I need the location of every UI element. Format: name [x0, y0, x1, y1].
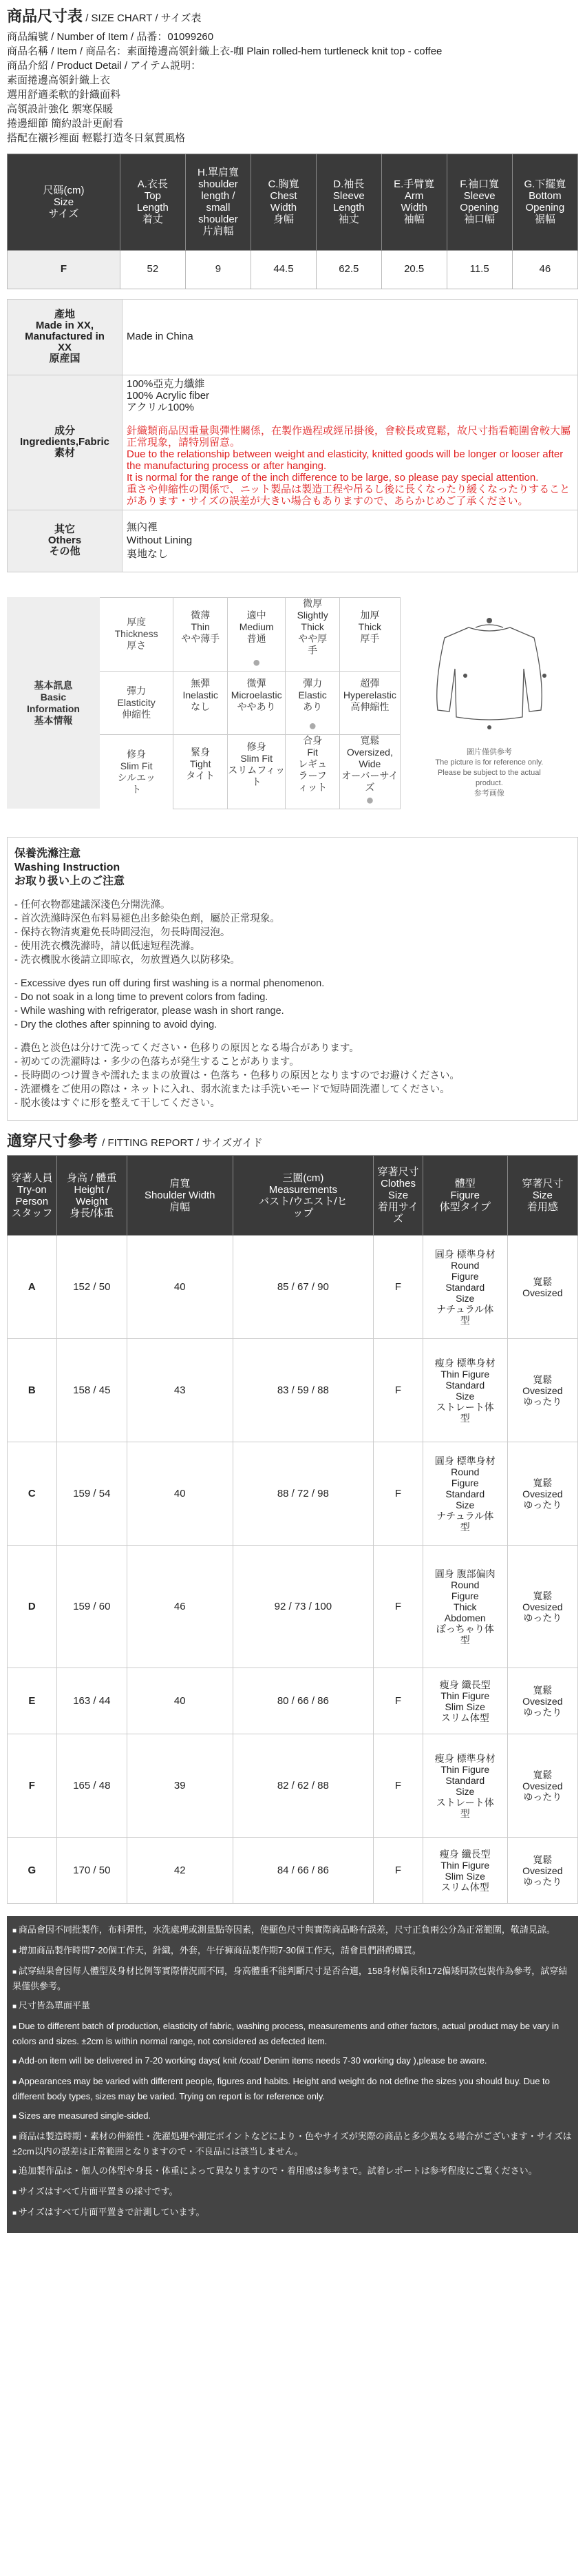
product-info	[7, 30, 578, 145]
fit-cell: 40	[127, 1236, 233, 1339]
fit-cell: G	[8, 1838, 57, 1904]
attr-marker	[286, 793, 340, 809]
fit-cell: 圓身 標準身材 Round Figure Standard Size ナチュラル体 型	[423, 1236, 507, 1339]
size-header: A.衣長 Top Length 着丈	[120, 154, 185, 250]
fit-cell: 寬鬆 Ovesized ゆったり	[507, 1546, 577, 1668]
note-item: ■ Due to different batch of production, elasticity of fabric, washing process, measurements and other factors, actual product may be vary in colors and sizes. ±2cm is within normal range, not considered as defected item.	[12, 2019, 573, 2048]
info-value: 捲邊細節 簡約設計更耐看	[7, 117, 124, 129]
info-label: 商品編號 / Number of Item / 品番：	[7, 30, 168, 43]
fit-cell: 寬鬆 Ovesized	[507, 1236, 577, 1339]
fit-cell: E	[8, 1668, 57, 1734]
info-value: 素面捲邊高領針織上衣	[7, 74, 111, 86]
page-subtitle: / SIZE CHART / サイズ表	[85, 12, 202, 24]
washing-list-en	[14, 977, 571, 1032]
attr-marker	[173, 793, 228, 809]
fit-cell: 瘦身 纖長型 Thin Figure Slim Size スリム体型	[423, 1668, 507, 1734]
info-line	[7, 131, 578, 145]
size-cell: 62.5	[316, 250, 381, 289]
note-item: ■ 追加製作品は・個人の体型や身長・体重によって異なりますので・着用感は参考まで。試着レポートは参考程度にご覧ください。	[12, 2164, 573, 2179]
washing-item: - 脱水後はすぐに形を整えて干してください。	[14, 1097, 220, 1109]
note-item: ■ サイズはすべて片面平置きの採寸です。	[12, 2185, 573, 2200]
fit-header: 穿著人員 Try-on Person スタッフ	[8, 1156, 57, 1236]
fit-cell: 寬鬆 Ovesized ゆったり	[507, 1442, 577, 1546]
fit-cell: 152 / 50	[56, 1236, 127, 1339]
fit-header: 三圍(cm) Measurements バスト/ウエスト/ヒ ップ	[233, 1156, 374, 1236]
note-item: ■ Sizes are measured single-sided.	[12, 2109, 573, 2124]
attr-marker	[340, 656, 401, 672]
note-item: ■ サイズはすべて片面平置きで計測しています。	[12, 2205, 573, 2221]
fit-cell: 165 / 48	[56, 1734, 127, 1838]
fit-cell: 瘦身 纖長型 Thin Figure Slim Size スリム体型	[423, 1838, 507, 1904]
fit-cell: 170 / 50	[56, 1838, 127, 1904]
fit-cell: 瘦身 標準身材 Thin Figure Standard Size ストレート体 型	[423, 1339, 507, 1442]
size-cell: 9	[185, 250, 251, 289]
attr-option: 修身 Slim Fit スリムフィッ ト	[228, 735, 286, 794]
attr-marker	[173, 656, 228, 672]
basic-info-table	[7, 597, 578, 809]
size-header: E.手臂寬 Arm Width 袖幅	[381, 154, 447, 250]
size-cell: 52	[120, 250, 185, 289]
fit-cell: 圓身 標準身材 Round Figure Standard Size ナチュラル体 型	[423, 1442, 507, 1546]
info-line	[7, 73, 578, 87]
fit-cell: 82 / 62 / 88	[233, 1734, 374, 1838]
size-header: D.袖長 Sleeve Length 袖丈	[316, 154, 381, 250]
fit-cell: 寬鬆 Ovesized ゆったり	[507, 1734, 577, 1838]
fit-cell: 寬鬆 Ovesized ゆったり	[507, 1838, 577, 1904]
fit-cell: 39	[127, 1734, 233, 1838]
size-cell: F	[8, 250, 120, 289]
info-line	[7, 87, 578, 102]
fit-cell: 84 / 66 / 86	[233, 1838, 374, 1904]
size-row	[8, 250, 578, 289]
info-line	[7, 44, 578, 59]
washing-list-zh	[14, 898, 571, 967]
note-item: ■ Appearances may be varied with different people, figures and habits. Height and weight do not define the sizes you should buy. Due to different body types, sizes may be varied. Trying on report is for reference only.	[12, 2075, 573, 2104]
size-chart-table	[7, 154, 578, 289]
size-cell: 11.5	[447, 250, 512, 289]
attr-option: 緊身 Tight タイト	[173, 735, 228, 794]
fit-cell: 80 / 66 / 86	[233, 1668, 374, 1734]
basic-info-label: 基本訊息 Basic Information 基本情報	[7, 597, 100, 809]
washing-item: - Excessive dyes run off during first washing is a normal phenomenon.	[14, 977, 325, 989]
fit-cell: B	[8, 1339, 57, 1442]
washing-item: - 長時間のつけ置きや濡れたままの放置は・色落ち・色移りの原因となりますのでお避けください。	[14, 1070, 460, 1081]
info-value: 搭配在襯衫裡面 輕鬆打造冬日氣質風格	[7, 132, 186, 144]
figure-area	[400, 597, 578, 809]
note-item: ■ 商品會因不同批製作，布料彈性，水洗處理或測量點等因素，使顯色尺寸與實際商品略有誤差，尺寸正負兩公分為正常範圍，敬請見諒。	[12, 1923, 573, 1938]
size-cell: 20.5	[381, 250, 447, 289]
fit-cell: F	[374, 1236, 423, 1339]
fit-cell: F	[374, 1668, 423, 1734]
attr-marker: ●	[340, 793, 401, 809]
fit-cell: 163 / 44	[56, 1668, 127, 1734]
fit-row	[8, 1546, 578, 1668]
figure-caption: 圖片僅供參考 The picture is for reference only. Please be subject to the actual product. 参考画像	[435, 748, 544, 798]
fit-cell: 88 / 72 / 98	[233, 1442, 374, 1546]
fit-cell: 寬鬆 Ovesized ゆったり	[507, 1339, 577, 1442]
attr-option: 無彈 Inelastic なし	[173, 672, 228, 720]
fit-cell: 40	[127, 1442, 233, 1546]
product-detail-table	[7, 299, 578, 572]
fit-row	[8, 1236, 578, 1339]
note-item: ■ 商品は製造時期・素材の伸縮性・洗濯処理や測定ポイントなどにより・色やサイズが実際の商品と多少異なる場合がございます・サイズは±2cm以内の誤差は正常範囲となりますので・不良品には該当しません。	[12, 2130, 573, 2159]
origin-value: Made in China	[123, 299, 578, 375]
attr-name: 修身 Slim Fit シルエッ ト	[100, 735, 173, 809]
washing-list-jp	[14, 1041, 571, 1110]
info-line	[7, 116, 578, 131]
fit-cell: D	[8, 1546, 57, 1668]
note-item: ■ 試穿結果會因每人體型及身材比例等實際情況而不同，身高體重不能判斷尺寸是否合適，158身材偏長和172偏矮同款包裝作為參考，試穿結果僅供參考。	[12, 1964, 573, 1993]
fit-cell: 寬鬆 Ovesized ゆったり	[507, 1668, 577, 1734]
fit-cell: 42	[127, 1838, 233, 1904]
note-item: ■ 增加商品製作時間7-20個工作天，針織，外套，牛仔褲商品製作期7-30個工作天，請會員們斟酌購買。	[12, 1944, 573, 1959]
washing-item: - 保持衣物清爽避免長時間浸泡，勿長時間浸泡。	[14, 926, 231, 938]
page-title: 商品尺寸表	[7, 8, 83, 25]
size-cell: 46	[512, 250, 577, 289]
attr-marker	[286, 656, 340, 672]
other-value: 無內裡 Without Lining 裏地なし	[123, 510, 578, 572]
info-label: 商品名稱 / Item / 商品名：	[7, 45, 127, 57]
info-value: 選用舒適柔軟的針織面料	[7, 88, 121, 101]
attr-option: 微彈 Microelastic ややあり	[228, 672, 286, 720]
fit-cell: 83 / 59 / 88	[233, 1339, 374, 1442]
fit-cell: 158 / 45	[56, 1339, 127, 1442]
fit-cell: A	[8, 1236, 57, 1339]
washing-item: - 洗衣機脫水後請立即晾衣，勿放置過久以防移染。	[14, 954, 240, 966]
washing-title-en: Washing Instruction	[14, 861, 120, 873]
size-header: H.單肩寬 shoulder length / small shoulder 片肩幅	[185, 154, 251, 250]
washing-item: - 洗濯機をご使用の際は・ネットに入れ、弱水流または手洗いモードで短時間洗濯してください。	[14, 1083, 450, 1095]
fit-row	[8, 1838, 578, 1904]
attr-name: 彈力 Elasticity 伸縮性	[100, 672, 173, 735]
fit-header: 肩寬 Shoulder Width 肩幅	[127, 1156, 233, 1236]
fit-cell: F	[374, 1442, 423, 1546]
attr-option: 適中 Medium 普通	[228, 597, 286, 656]
washing-item: - 首次洗滌時深色布料易褪色出多餘染色劑，屬於正常現象。	[14, 913, 280, 924]
attr-option: 超彈 Hyperelastic 高伸縮性	[340, 672, 401, 720]
fit-header: 體型 Figure 体型タイプ	[423, 1156, 507, 1236]
fitting-report-title: 適穿尺寸參考 / FITTING REPORT / サイズガイド	[7, 1132, 263, 1150]
fit-row	[8, 1734, 578, 1838]
info-line	[7, 30, 578, 44]
fit-row	[8, 1668, 578, 1734]
fit-cell: 85 / 67 / 90	[233, 1236, 374, 1339]
attr-marker	[173, 720, 228, 735]
attr-option: 微薄 Thin やや薄手	[173, 597, 228, 656]
size-header: 尺碼(cm) Size サイズ	[8, 154, 120, 250]
washing-item: - 使用洗衣機洗滌時，請以低速短程洗滌。	[14, 940, 200, 952]
page-header	[7, 0, 578, 30]
fit-cell: F	[8, 1734, 57, 1838]
fit-cell: 圓身 腹部偏肉 Round Figure Thick Abdomen ぽっちゃり体 型	[423, 1546, 507, 1668]
info-line	[7, 59, 578, 73]
washing-item: - Dry the clothes after spinning to avoid dying.	[14, 1019, 217, 1030]
size-cell: 44.5	[251, 250, 317, 289]
fit-cell: F	[374, 1734, 423, 1838]
fit-header: 身高 / 體重 Height / Weight 身長/体重	[56, 1156, 127, 1236]
attr-option: 微厚 Slightly Thick やや厚 手	[286, 597, 340, 656]
attr-option: 寬鬆 Oversized, Wide オーバーサイ ズ	[340, 735, 401, 794]
note-item: ■ 尺寸皆為單面平量	[12, 1999, 573, 2014]
fit-header: 穿著尺寸 Clothes Size 着用サイ ズ	[374, 1156, 423, 1236]
fit-cell: 瘦身 標準身材 Thin Figure Standard Size ストレート体 型	[423, 1734, 507, 1838]
info-value: 01099260	[167, 30, 214, 43]
notes-section	[7, 1916, 578, 2233]
attr-marker	[228, 720, 286, 735]
fit-cell: 43	[127, 1339, 233, 1442]
fit-cell: 159 / 60	[56, 1546, 127, 1668]
other-label: 其它 Others その他	[8, 510, 123, 572]
fit-cell: 159 / 54	[56, 1442, 127, 1546]
sweater-diagram-icon	[414, 607, 565, 745]
washing-title-jp: お取り扱い上のご注意	[14, 875, 125, 887]
washing-item: - Do not soak in a long time to prevent colors from fading.	[14, 991, 268, 1003]
attr-marker	[228, 793, 286, 809]
info-label: 商品介紹 / Product Detail / アイテム説明：	[7, 59, 202, 72]
origin-label: 產地 Made in XX, Manufactured in XX 原産国	[8, 299, 123, 375]
fit-cell: F	[374, 1838, 423, 1904]
washing-item: - 濃色と淡色は分けて洗ってください・色移りの原因となる場合があります。	[14, 1042, 359, 1054]
attr-name: 厚度 Thickness 厚さ	[100, 597, 173, 672]
fit-row	[8, 1339, 578, 1442]
attr-marker: ●	[286, 720, 340, 735]
ingredient-value: 100%亞克力纖維 100% Acrylic fiber アクリル100% 針織類商品因重量與彈性關係，在製作過程或經吊掛後，會較長或寬鬆，故尺寸指看範圍會較大屬正常現象，請特別留意。 Due to the relationship between weight and elasticity, knitted goods will be longer or looser after the manufacturing process or after hanging. It is normal for the range of the inch difference to be large, so please pay special attention. 重さや伸縮性の関係で、ニット製品は製造工程や吊るし後に長くなったり緩くなったりすることがあります・サイズの誤差が大きい場合もありますので、あらかじめご了承ください。	[123, 375, 578, 510]
fit-cell: C	[8, 1442, 57, 1546]
info-value: 高領設計強化 禦寒保暖	[7, 103, 114, 115]
attr-option: 加厚 Thick 厚手	[340, 597, 401, 656]
fit-header: 穿著尺寸 Size 着用感	[507, 1156, 577, 1236]
fit-row	[8, 1442, 578, 1546]
ingredient-label: 成分 Ingredients,Fabric 素材	[8, 375, 123, 510]
basic-info-section	[7, 597, 578, 809]
attr-option: 合身 Fit レギュ ラーフ ィット	[286, 735, 340, 794]
size-header: F.袖口寬 Sleeve Opening 袖口幅	[447, 154, 512, 250]
washing-instruction	[7, 837, 578, 1121]
washing-item: - 任何衣物都建議深淺色分開洗滌。	[14, 899, 171, 911]
fit-cell: 92 / 73 / 100	[233, 1546, 374, 1668]
info-line	[7, 102, 578, 116]
fit-cell: F	[374, 1546, 423, 1668]
fitting-report-table	[7, 1155, 578, 1904]
fit-cell: F	[374, 1339, 423, 1442]
size-header: C.胸寬 Chest Width 身幅	[251, 154, 317, 250]
info-value: 素面捲邊高領針織上衣-咖 Plain rolled-hem turtleneck knit top - coffee	[127, 45, 443, 57]
size-header: G.下擺寬 Bottom Opening 裾幅	[512, 154, 577, 250]
attr-option: 彈力 Elastic あり	[286, 672, 340, 720]
washing-title-zh: 保養洗滌注意	[14, 847, 81, 860]
washing-item: - While washing with refrigerator, please wash in short range.	[14, 1005, 284, 1017]
fit-cell: 40	[127, 1668, 233, 1734]
attr-marker: ●	[228, 656, 286, 672]
note-item: ■ Add-on item will be delivered in 7-20 working days( knit /coat/ Denim items needs 7-30 working day ),please be aware.	[12, 2054, 573, 2069]
washing-item: - 初めての洗濯時は・多少の色落ちが発生することがあります。	[14, 1056, 299, 1068]
attr-marker	[340, 720, 401, 735]
fit-cell: 46	[127, 1546, 233, 1668]
